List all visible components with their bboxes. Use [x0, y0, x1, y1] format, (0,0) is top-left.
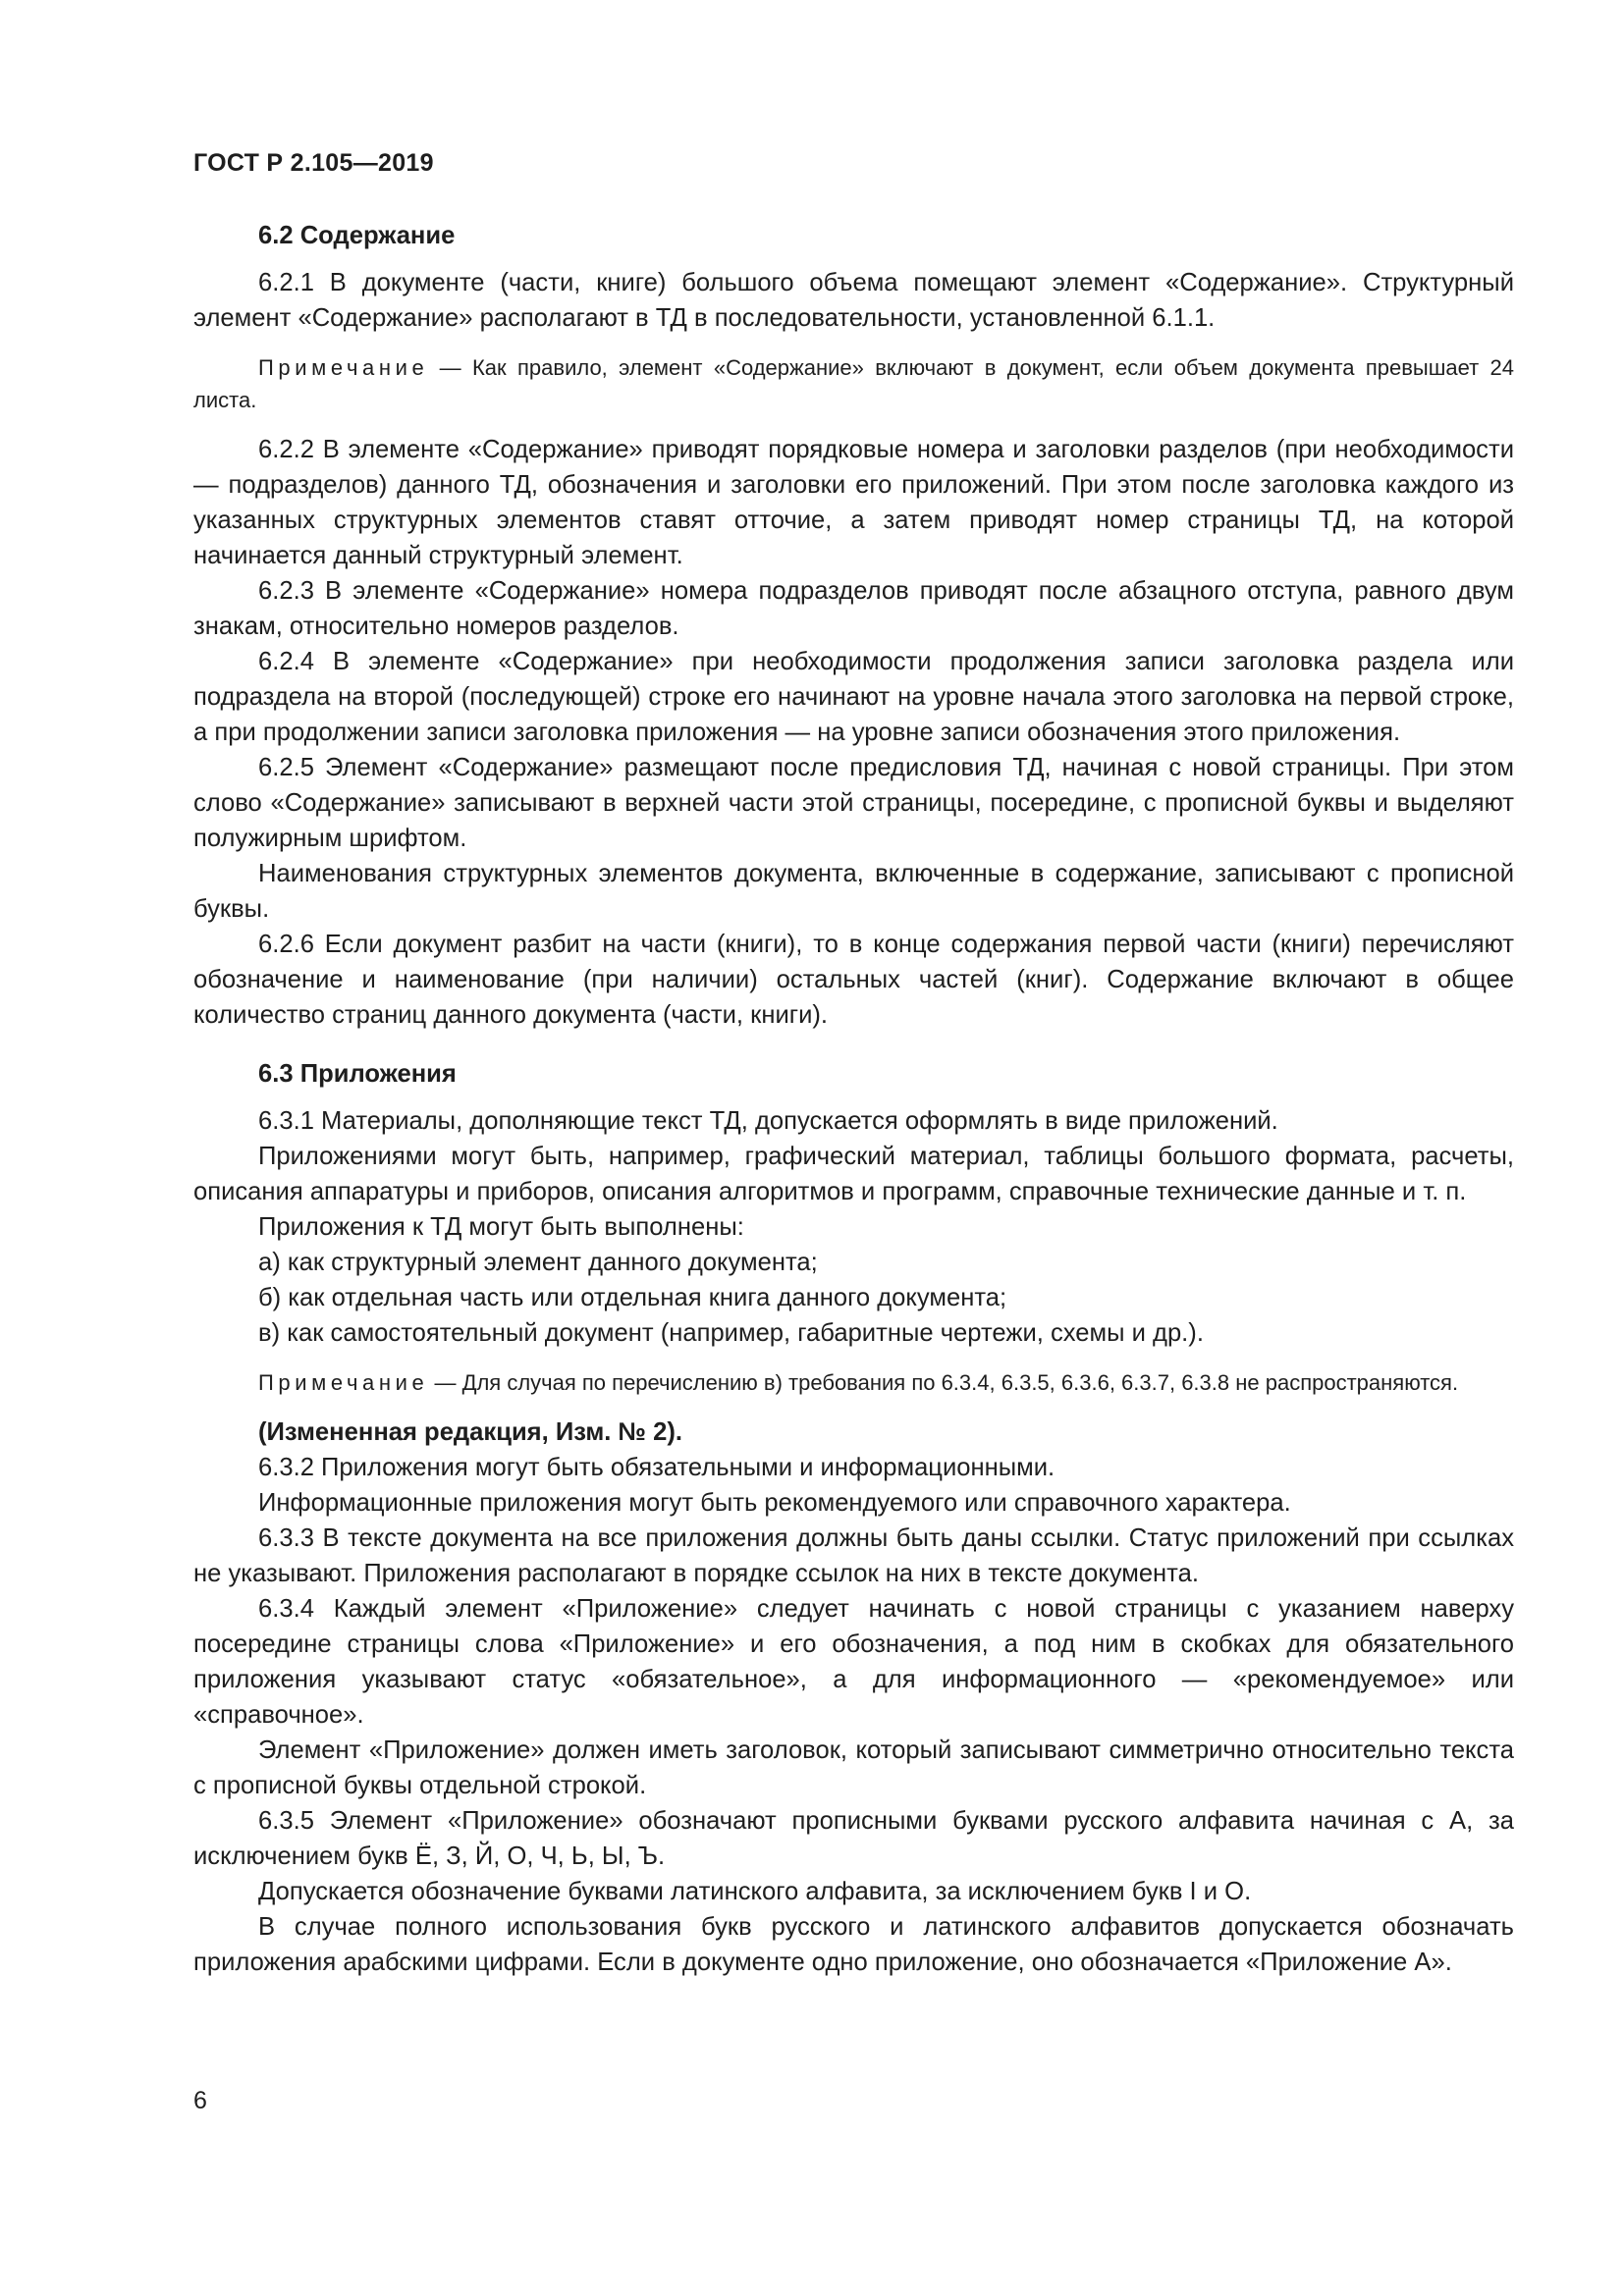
document-code-header: ГОСТ Р 2.105—2019 — [193, 149, 434, 177]
paragraph-6-2-2: 6.2.2 В элементе «Содержание» приводят порядковые номера и заголовки разделов (при необходимости — подразделов) данного ТД, обозначения и заголовки его приложений. При этом после заголовка каждого из указанных структурных элементов ставят отточие, а затем приводят номер страницы ТД, на которой начинается данный структурный элемент. — [193, 436, 1514, 569]
paragraph-6-3-1-c: Приложения к ТД могут быть выполнены: — [258, 1213, 744, 1241]
page-content — [193, 218, 1514, 1980]
paragraph-6-2-6: 6.2.6 Если документ разбит на части (книги), то в конце содержания первой части (книги) перечисляют обозначение и наименование (при наличии) остальных частей (книг). Содержание включают в общее количество страниц данного документа (части, книги). — [193, 931, 1514, 1029]
note-6-2-1 — [193, 351, 1514, 416]
note-text: — Для случая по перечислению в) требования по 6.3.4, 6.3.5, 6.3.6, 6.3.7, 6.3.8 не распространяются. — [428, 1370, 1459, 1395]
note-text: — Как правило, элемент «Содержание» включают в документ, если объем документа превышает 24 листа. — [193, 355, 1514, 412]
paragraph-6-3-2-b: Информационные приложения могут быть рекомендуемого или справочного характера. — [258, 1489, 1291, 1517]
paragraph-6-3-4-b: Элемент «Приложение» должен иметь заголовок, который записывают симметрично относительно текста с прописной буквы отдельной строкой. — [193, 1736, 1514, 1799]
note-label: Примечание — [258, 355, 429, 380]
list-item-a: а) как структурный элемент данного документа; — [258, 1249, 818, 1276]
paragraph-6-2-3: 6.2.3 В элементе «Содержание» номера подразделов приводят после абзацного отступа, равного двум знакам, относительно номеров разделов. — [193, 577, 1514, 640]
paragraph-6-2-1: 6.2.1 В документе (части, книге) большого объема помещают элемент «Содержание». Структурный элемент «Содержание» располагают в ТД в последовательности, установленной 6.1.1. — [193, 269, 1514, 332]
section-heading-6-2: 6.2 Содержание — [258, 222, 456, 249]
paragraph-6-3-1: 6.3.1 Материалы, дополняющие текст ТД, допускается оформлять в виде приложений. — [258, 1107, 1278, 1135]
paragraph-6-2-5: 6.2.5 Элемент «Содержание» размещают после предисловия ТД, начиная с новой страницы. При этом слово «Содержание» записывают в верхней части этой страницы, посередине, с прописной буквы и выделяют полужирным шрифтом. — [193, 754, 1514, 852]
amendment-note: (Измененная редакция, Изм. № 2). — [258, 1418, 682, 1446]
list-item-v: в) как самостоятельный документ (например, габаритные чертежи, схемы и др.). — [258, 1319, 1204, 1347]
paragraph-6-3-3: 6.3.3 В тексте документа на все приложения должны быть даны ссылки. Статус приложений при ссылках не указывают. Приложения располагают в порядке ссылок на них в тексте документа. — [193, 1524, 1514, 1587]
page-number: 6 — [193, 2087, 207, 2114]
paragraph-6-2-5-b: Наименования структурных элементов документа, включенные в содержание, записывают с прописной буквы. — [193, 860, 1514, 923]
paragraph-6-3-5: 6.3.5 Элемент «Приложение» обозначают прописными буквами русского алфавита начиная с А, за исключением букв Ё, З, Й, О, Ч, Ь, Ы, Ъ. — [193, 1807, 1514, 1870]
section-heading-6-3: 6.3 Приложения — [258, 1060, 457, 1088]
paragraph-6-3-5-c: В случае полного использования букв русского и латинского алфавитов допускается обозначать приложения арабскими цифрами. Если в документе одно приложение, оно обозначается «Приложение А». — [193, 1913, 1514, 1976]
note-6-3-1 — [193, 1366, 1514, 1399]
note-label: Примечание — [258, 1370, 429, 1395]
paragraph-6-3-2: 6.3.2 Приложения могут быть обязательными и информационными. — [258, 1454, 1056, 1481]
paragraph-6-3-5-b: Допускается обозначение буквами латинского алфавита, за исключением букв I и O. — [258, 1878, 1252, 1905]
paragraph-6-2-4: 6.2.4 В элементе «Содержание» при необходимости продолжения записи заголовка раздела или подраздела на второй (последующей) строке его начинают на уровне начала этого заголовка на первой строке, а при продолжении записи заголовка приложения — на уровне записи обозначения этого приложения. — [193, 648, 1514, 746]
paragraph-6-3-1-b: Приложениями могут быть, например, графический материал, таблицы большого формата, расчеты, описания аппаратуры и приборов, описания алгоритмов и программ, справочные технические данные и т. п. — [193, 1143, 1514, 1205]
list-item-b: б) как отдельная часть или отдельная книга данного документа; — [258, 1284, 1007, 1311]
paragraph-6-3-4: 6.3.4 Каждый элемент «Приложение» следует начинать с новой страницы с указанием наверху посередине страницы слова «Приложение» и его обозначения, а под ним в скобках для обязательного приложения указывают статус «обязательное», а для информационного — «рекомендуемое» или «справочное». — [193, 1595, 1514, 1729]
